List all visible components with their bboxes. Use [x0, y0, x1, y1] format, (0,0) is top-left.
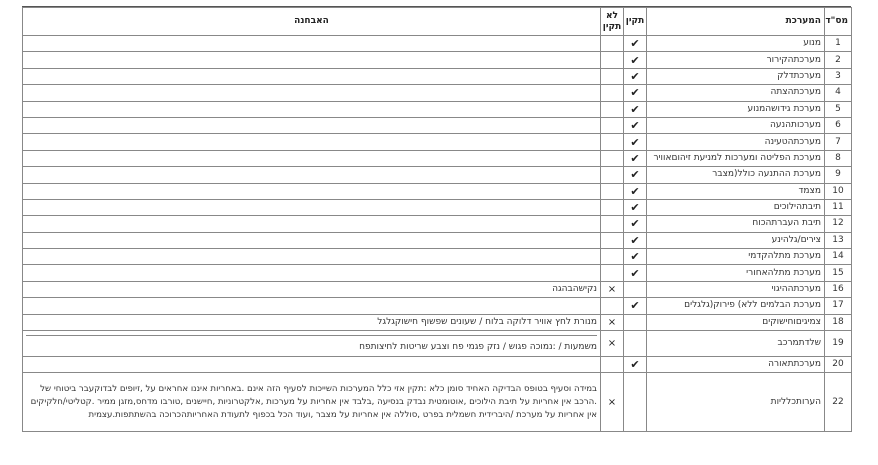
table-row [23, 373, 852, 432]
row-diagnosis [23, 68, 601, 84]
ok-cell [624, 357, 647, 373]
not-ok-cell [601, 249, 624, 265]
row-number: 16 [825, 281, 852, 297]
table-row [23, 68, 852, 84]
row-number: 8 [825, 150, 852, 166]
diagnosis-text: נקישהבהגה [552, 284, 597, 295]
row-system: מערכתדלק [647, 68, 825, 84]
row-number: 1 [825, 36, 852, 52]
row-system: צירים/גלהינע [647, 232, 825, 248]
row-diagnosis [23, 117, 601, 133]
table-row [23, 167, 852, 183]
row-diagnosis [23, 199, 601, 215]
header-row [23, 8, 852, 36]
row-system: צמיגיםוחישוקים [647, 314, 825, 330]
not-ok-cell [601, 265, 624, 281]
not-ok-cell [601, 314, 624, 330]
cross-icon: × [607, 338, 617, 350]
row-number: 2 [825, 52, 852, 68]
table-row [23, 232, 852, 248]
row-system: תיבת העברתהכוח [647, 216, 825, 232]
row-diagnosis [23, 52, 601, 68]
row-number: 22 [825, 373, 852, 432]
table-row [23, 199, 852, 215]
ok-cell [624, 281, 647, 297]
row-number: 3 [825, 68, 852, 84]
not-ok-cell [601, 183, 624, 199]
not-ok-cell [601, 36, 624, 52]
ok-cell [624, 373, 647, 432]
cross-icon: × [607, 284, 617, 296]
checkmark-icon: ✔ [630, 358, 640, 372]
diagnosis-text: משמעות / :נמוכה פגוש / נזק פגמי פח וצבע שריטות לחיצותפח [359, 341, 597, 352]
header-system: המערכת [647, 8, 825, 36]
row-diagnosis [23, 373, 601, 432]
table-row [23, 281, 852, 297]
row-diagnosis [23, 36, 601, 52]
ok-cell [624, 314, 647, 330]
row-system: מערכתהצתה [647, 85, 825, 101]
ok-cell [624, 85, 647, 101]
diagnosis-text: מנורת לחץ אוויר דלוקה בלוח / שעונים שפשוף חישוקגלגל [377, 316, 597, 327]
table-row [23, 134, 852, 150]
row-system: מערכתההיגוי [647, 281, 825, 297]
row-system: מנוע [647, 36, 825, 52]
ok-cell [624, 331, 647, 357]
ok-cell [624, 36, 647, 52]
row-number: 4 [825, 85, 852, 101]
table-row [23, 85, 852, 101]
row-diagnosis [23, 216, 601, 232]
table-row [23, 314, 852, 330]
ok-cell [624, 265, 647, 281]
header-num: מס"ד [825, 8, 852, 36]
row-diagnosis [23, 134, 601, 150]
row-diagnosis [23, 101, 601, 117]
table-row [23, 36, 852, 52]
row-system: מערכת גידושהמנוע [647, 101, 825, 117]
not-ok-cell [601, 68, 624, 84]
not-ok-cell [601, 373, 624, 432]
checkmark-icon: ✔ [630, 69, 640, 83]
table-row [23, 331, 852, 357]
row-number: 19 [825, 331, 852, 357]
row-diagnosis [23, 265, 601, 281]
ok-cell [624, 167, 647, 183]
table-row [23, 117, 852, 133]
row-diagnosis [23, 298, 601, 314]
not-ok-cell [601, 216, 624, 232]
header-diagnosis: האבחנה [23, 8, 601, 36]
cross-icon: × [607, 396, 617, 408]
row-diagnosis [23, 150, 601, 166]
header-ok: תקין [624, 8, 647, 36]
checkmark-icon: ✔ [630, 184, 640, 198]
checkmark-icon: ✔ [630, 233, 640, 247]
not-ok-cell [601, 281, 624, 297]
ok-cell [624, 134, 647, 150]
ok-cell [624, 298, 647, 314]
table-row [23, 150, 852, 166]
table-row [23, 101, 852, 117]
inspection-table [22, 7, 852, 432]
row-number: 20 [825, 357, 852, 373]
row-diagnosis [23, 331, 601, 357]
row-system: תיבתהילוכים [647, 199, 825, 215]
row-system: מערכתתאורה [647, 357, 825, 373]
row-diagnosis [23, 281, 601, 297]
row-number: 14 [825, 249, 852, 265]
header-not-ok: לא תקין [601, 8, 624, 36]
ok-cell [624, 216, 647, 232]
row-number: 7 [825, 134, 852, 150]
table-row [23, 357, 852, 373]
not-ok-cell [601, 52, 624, 68]
ok-cell [624, 232, 647, 248]
row-number: 6 [825, 117, 852, 133]
row-diagnosis [23, 167, 601, 183]
not-ok-cell [601, 101, 624, 117]
row-diagnosis [23, 183, 601, 199]
row-system: שלדתמרכב [647, 331, 825, 357]
checkmark-icon: ✔ [630, 266, 640, 280]
row-system: מערכתהקירור [647, 52, 825, 68]
checkmark-icon: ✔ [630, 201, 640, 215]
ok-cell [624, 52, 647, 68]
ok-cell [624, 101, 647, 117]
ok-cell [624, 249, 647, 265]
diagnosis-text: במידה וסעיף בטופס הבדיקה האחיד סומן כלא :תקין אזי כלל המערכות השייכות לסעיף הזה אינם .באחריות איננו אחראים על ,זיופים לבדוקעבר ביטוחי של .הרכב אין אחריות על תיבת הילוכים ,אוטומטית נבדק בנסיעה ,בלבד אין אחריות על מערכות ,אלקטרוניות ,חיישנים ,טורבו מדחס,מזגן ממיר .קטליטי/חלקיקים אין אחריות על מערכת /היברידית חשמלית בפרט ,סוללה אין אחריות על מצבר ,ועוד הכל בכפוף לתעודת האחריותהכרוכה בהשתתפות.עצמית [30, 383, 597, 420]
checkmark-icon: ✔ [630, 37, 640, 51]
row-system: מערכת מתלהקדמי [647, 249, 825, 265]
row-number: 17 [825, 298, 852, 314]
table-row [23, 183, 852, 199]
not-ok-cell [601, 199, 624, 215]
row-diagnosis [23, 314, 601, 330]
checkmark-icon: ✔ [630, 53, 640, 67]
checkmark-icon: ✔ [630, 135, 640, 149]
checkmark-icon: ✔ [630, 168, 640, 182]
inspection-table-frame [22, 6, 851, 458]
checkmark-icon: ✔ [630, 151, 640, 165]
row-diagnosis [23, 232, 601, 248]
row-diagnosis [23, 249, 601, 265]
row-number: 13 [825, 232, 852, 248]
table-row [23, 216, 852, 232]
ok-cell [624, 68, 647, 84]
row-system: מערכותהנעה [647, 117, 825, 133]
table-row [23, 52, 852, 68]
checkmark-icon: ✔ [630, 102, 640, 116]
divider [26, 335, 597, 336]
not-ok-cell [601, 85, 624, 101]
table-row [23, 298, 852, 314]
row-system: הערותכלליות [647, 373, 825, 432]
checkmark-icon: ✔ [630, 217, 640, 231]
row-system: מערכת ההתנעה כולל(מצבר [647, 167, 825, 183]
not-ok-cell [601, 134, 624, 150]
table-row [23, 265, 852, 281]
row-number: 10 [825, 183, 852, 199]
checkmark-icon: ✔ [630, 119, 640, 133]
row-number: 11 [825, 199, 852, 215]
not-ok-cell [601, 357, 624, 373]
ok-cell [624, 150, 647, 166]
not-ok-cell [601, 232, 624, 248]
not-ok-cell [601, 117, 624, 133]
cross-icon: × [607, 316, 617, 328]
checkmark-icon: ✔ [630, 86, 640, 100]
not-ok-cell [601, 331, 624, 357]
checkmark-icon: ✔ [630, 299, 640, 313]
not-ok-cell [601, 298, 624, 314]
row-diagnosis [23, 85, 601, 101]
ok-cell [624, 117, 647, 133]
row-system: מערכת מתלהאחורי [647, 265, 825, 281]
ok-cell [624, 183, 647, 199]
row-number: 9 [825, 167, 852, 183]
row-number: 15 [825, 265, 852, 281]
row-number: 5 [825, 101, 852, 117]
ok-cell [624, 199, 647, 215]
not-ok-cell [601, 167, 624, 183]
row-system: מצמד [647, 183, 825, 199]
table-row [23, 249, 852, 265]
row-system: מערכת הבלמים ללא) פירוק(גלגלים [647, 298, 825, 314]
row-system: מערכת הפליטה ומערכות למניעת זיהוםאוויר [647, 150, 825, 166]
not-ok-cell [601, 150, 624, 166]
row-number: 12 [825, 216, 852, 232]
row-diagnosis [23, 357, 601, 373]
row-number: 18 [825, 314, 852, 330]
row-system: מערכתהטעינה [647, 134, 825, 150]
checkmark-icon: ✔ [630, 250, 640, 264]
